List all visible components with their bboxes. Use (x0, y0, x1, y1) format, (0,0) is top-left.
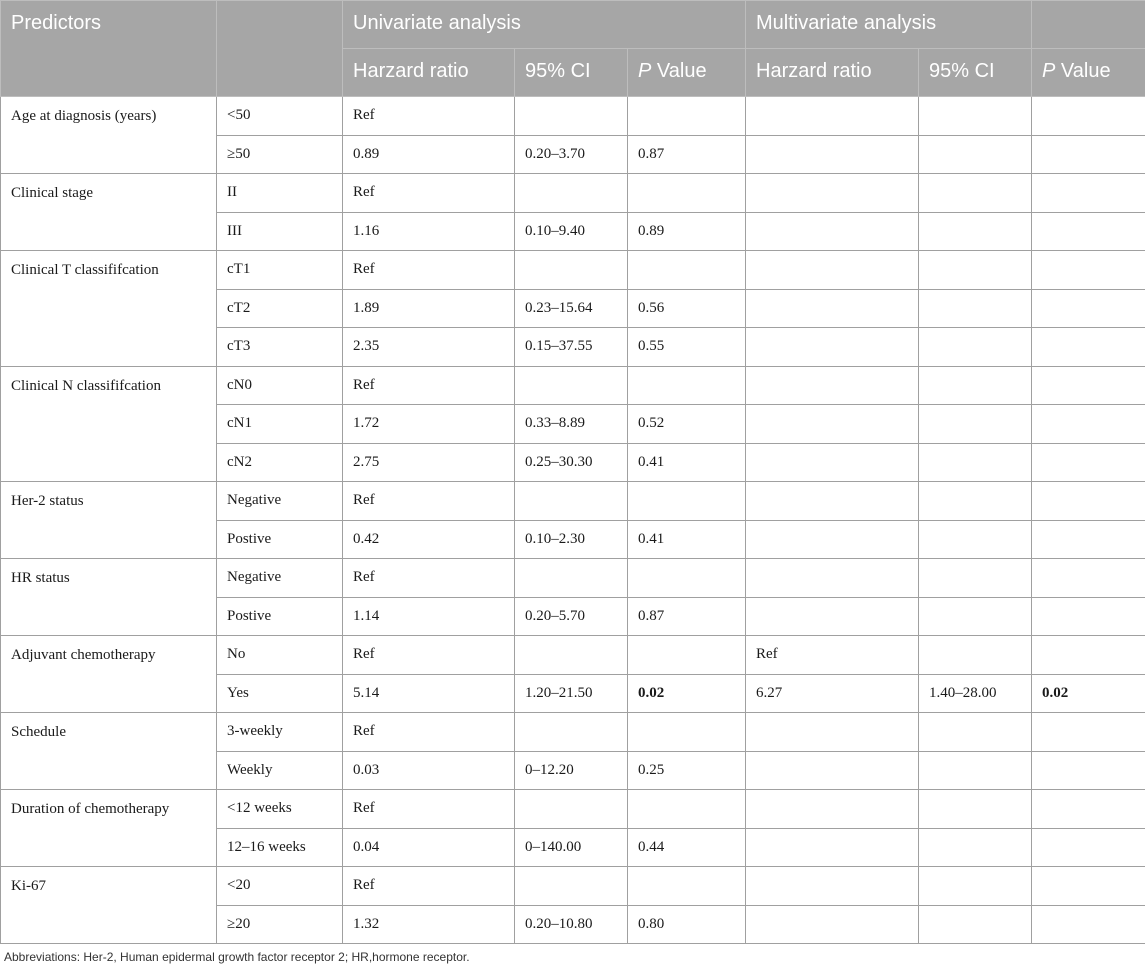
header-category (217, 1, 343, 97)
univariate-ci-cell: 0.20–3.70 (515, 135, 628, 174)
table-row (1, 482, 1145, 521)
multivariate-hr-cell (746, 790, 919, 829)
multivariate-hr-cell (746, 597, 919, 636)
multivariate-hr-cell (746, 905, 919, 944)
category-cell: Negative (217, 482, 343, 521)
univariate-ci-cell (515, 366, 628, 405)
category-cell: 3-weekly (217, 713, 343, 752)
category-cell: Weekly (217, 751, 343, 790)
category-cell: <50 (217, 97, 343, 136)
univariate-ci-cell: 0.23–15.64 (515, 289, 628, 328)
univariate-p-cell (628, 97, 746, 136)
univariate-p-cell (628, 366, 746, 405)
category-cell: cT1 (217, 251, 343, 290)
univariate-p-cell (628, 174, 746, 213)
multivariate-hr-cell (746, 212, 919, 251)
category-cell: Postive (217, 520, 343, 559)
univariate-p-cell: 0.25 (628, 751, 746, 790)
multivariate-ci-cell (919, 174, 1032, 213)
table-row (1, 713, 1145, 752)
multivariate-p-cell (1032, 405, 1145, 444)
predictor-label: Age at diagnosis (years) (1, 97, 217, 174)
multivariate-p-cell (1032, 97, 1145, 136)
multivariate-p-cell (1032, 828, 1145, 867)
univariate-ci-cell (515, 251, 628, 290)
univariate-p-cell: 0.41 (628, 520, 746, 559)
univariate-ci-cell (515, 97, 628, 136)
multivariate-ci-cell (919, 520, 1032, 559)
univariate-hr-cell: Ref (343, 636, 515, 675)
univariate-ci-cell: 0.15–37.55 (515, 328, 628, 367)
header-multivariate: Multivariate analysis (746, 1, 1032, 49)
univariate-ci-cell: 1.20–21.50 (515, 674, 628, 713)
category-cell: cN1 (217, 405, 343, 444)
univariate-ci-cell: 0.25–30.30 (515, 443, 628, 482)
multivariate-hr-cell (746, 97, 919, 136)
multivariate-hr-cell (746, 405, 919, 444)
multivariate-p-cell (1032, 751, 1145, 790)
multivariate-ci-cell (919, 636, 1032, 675)
univariate-ci-cell (515, 636, 628, 675)
value-label: Value (1055, 60, 1111, 82)
multivariate-p-cell (1032, 867, 1145, 906)
multivariate-hr-cell (746, 482, 919, 521)
multivariate-ci-cell (919, 212, 1032, 251)
multivariate-p-cell (1032, 520, 1145, 559)
univariate-hr-cell: Ref (343, 867, 515, 906)
multivariate-ci-cell (919, 751, 1032, 790)
header-blank (1032, 1, 1145, 49)
category-cell: III (217, 212, 343, 251)
predictor-label: Ki-67 (1, 867, 217, 944)
header-multivariate-hr: Harzard ratio (746, 49, 919, 97)
multivariate-p-cell (1032, 790, 1145, 829)
univariate-p-cell (628, 867, 746, 906)
univariate-p-cell (628, 251, 746, 290)
univariate-p-cell (628, 636, 746, 675)
multivariate-p-cell (1032, 713, 1145, 752)
table-row (1, 366, 1145, 405)
table-body (1, 97, 1145, 944)
univariate-hr-cell: Ref (343, 559, 515, 598)
univariate-p-cell: 0.89 (628, 212, 746, 251)
multivariate-p-cell (1032, 251, 1145, 290)
multivariate-hr-cell (746, 751, 919, 790)
table-row (1, 174, 1145, 213)
univariate-p-cell: 0.87 (628, 135, 746, 174)
univariate-p-cell: 0.44 (628, 828, 746, 867)
multivariate-hr-cell (746, 713, 919, 752)
table-header (1, 1, 1145, 97)
univariate-ci-cell (515, 559, 628, 598)
multivariate-ci-cell (919, 251, 1032, 290)
predictor-label: Her-2 status (1, 482, 217, 559)
univariate-ci-cell: 0.10–9.40 (515, 212, 628, 251)
multivariate-ci-cell (919, 443, 1032, 482)
multivariate-p-cell (1032, 559, 1145, 598)
table-row (1, 867, 1145, 906)
category-cell: cT3 (217, 328, 343, 367)
univariate-hr-cell: 0.03 (343, 751, 515, 790)
univariate-ci-cell (515, 713, 628, 752)
univariate-hr-cell: Ref (343, 713, 515, 752)
table-row (1, 636, 1145, 675)
univariate-hr-cell: Ref (343, 174, 515, 213)
multivariate-hr-cell (746, 366, 919, 405)
multivariate-p-cell (1032, 636, 1145, 675)
univariate-hr-cell: 0.04 (343, 828, 515, 867)
category-cell: ≥20 (217, 905, 343, 944)
category-cell: ≥50 (217, 135, 343, 174)
header-univariate-p (628, 49, 746, 97)
multivariate-ci-cell (919, 97, 1032, 136)
category-cell: Postive (217, 597, 343, 636)
univariate-ci-cell: 0.20–10.80 (515, 905, 628, 944)
multivariate-p-cell (1032, 597, 1145, 636)
predictor-label: Clinical stage (1, 174, 217, 251)
multivariate-hr-cell (746, 135, 919, 174)
table-row (1, 251, 1145, 290)
multivariate-hr-cell (746, 559, 919, 598)
univariate-hr-cell: 1.16 (343, 212, 515, 251)
header-univariate-hr: Harzard ratio (343, 49, 515, 97)
footnote: Abbreviations: Her-2, Human epidermal growth factor receptor 2; HR,hormone receptor. (4, 950, 470, 964)
multivariate-ci-cell (919, 135, 1032, 174)
multivariate-hr-cell (746, 443, 919, 482)
multivariate-p-cell (1032, 289, 1145, 328)
univariate-hr-cell: 0.89 (343, 135, 515, 174)
multivariate-p-cell: 0.02 (1032, 674, 1145, 713)
univariate-hr-cell: 0.42 (343, 520, 515, 559)
predictor-label: Adjuvant chemotherapy (1, 636, 217, 713)
univariate-p-cell: 0.87 (628, 597, 746, 636)
univariate-hr-cell: 1.89 (343, 289, 515, 328)
univariate-p-cell: 0.52 (628, 405, 746, 444)
multivariate-p-cell (1032, 212, 1145, 251)
category-cell: II (217, 174, 343, 213)
predictor-label: Clinical N classififcation (1, 366, 217, 482)
univariate-hr-cell: Ref (343, 482, 515, 521)
multivariate-hr-cell (746, 289, 919, 328)
multivariate-ci-cell (919, 482, 1032, 521)
multivariate-ci-cell (919, 289, 1032, 328)
predictor-label: Schedule (1, 713, 217, 790)
p-label: P (638, 60, 652, 82)
p-label: P (1042, 60, 1056, 82)
multivariate-p-cell (1032, 443, 1145, 482)
univariate-ci-cell: 0.20–5.70 (515, 597, 628, 636)
multivariate-p-cell (1032, 135, 1145, 174)
multivariate-ci-cell (919, 905, 1032, 944)
multivariate-hr-cell (746, 867, 919, 906)
univariate-ci-cell: 0–140.00 (515, 828, 628, 867)
univariate-p-cell (628, 713, 746, 752)
multivariate-ci-cell (919, 790, 1032, 829)
predictor-label: Duration of chemotherapy (1, 790, 217, 867)
multivariate-hr-cell: 6.27 (746, 674, 919, 713)
category-cell: Yes (217, 674, 343, 713)
univariate-p-cell (628, 559, 746, 598)
univariate-p-cell: 0.56 (628, 289, 746, 328)
category-cell: Negative (217, 559, 343, 598)
univariate-ci-cell (515, 867, 628, 906)
table-row (1, 790, 1145, 829)
multivariate-hr-cell (746, 251, 919, 290)
univariate-p-cell: 0.80 (628, 905, 746, 944)
category-cell: No (217, 636, 343, 675)
multivariate-hr-cell (746, 828, 919, 867)
header-univariate-ci: 95% CI (515, 49, 628, 97)
univariate-hr-cell: 2.75 (343, 443, 515, 482)
univariate-ci-cell (515, 482, 628, 521)
category-cell: <12 weeks (217, 790, 343, 829)
univariate-hr-cell: Ref (343, 790, 515, 829)
header-multivariate-p (1032, 49, 1145, 97)
univariate-hr-cell: 2.35 (343, 328, 515, 367)
univariate-p-cell: 0.02 (628, 674, 746, 713)
univariate-p-cell: 0.41 (628, 443, 746, 482)
multivariate-ci-cell (919, 713, 1032, 752)
category-cell: <20 (217, 867, 343, 906)
multivariate-p-cell (1032, 366, 1145, 405)
table-row (1, 559, 1145, 598)
predictor-label: HR status (1, 559, 217, 636)
univariate-ci-cell (515, 174, 628, 213)
univariate-hr-cell: 5.14 (343, 674, 515, 713)
multivariate-ci-cell (919, 366, 1032, 405)
multivariate-ci-cell (919, 828, 1032, 867)
category-cell: cT2 (217, 289, 343, 328)
multivariate-p-cell (1032, 905, 1145, 944)
predictor-label: Clinical T classififcation (1, 251, 217, 367)
multivariate-p-cell (1032, 174, 1145, 213)
univariate-ci-cell: 0–12.20 (515, 751, 628, 790)
multivariate-ci-cell (919, 328, 1032, 367)
univariate-hr-cell: 1.32 (343, 905, 515, 944)
multivariate-p-cell (1032, 482, 1145, 521)
table-row (1, 97, 1145, 136)
multivariate-hr-cell (746, 328, 919, 367)
multivariate-ci-cell (919, 597, 1032, 636)
header-predictors: Predictors (1, 1, 217, 97)
univariate-p-cell (628, 482, 746, 521)
univariate-p-cell (628, 790, 746, 829)
header-univariate: Univariate analysis (343, 1, 746, 49)
multivariate-ci-cell: 1.40–28.00 (919, 674, 1032, 713)
category-cell: cN2 (217, 443, 343, 482)
multivariate-hr-cell: Ref (746, 636, 919, 675)
multivariate-hr-cell (746, 520, 919, 559)
univariate-ci-cell: 0.10–2.30 (515, 520, 628, 559)
univariate-hr-cell: Ref (343, 97, 515, 136)
category-cell: cN0 (217, 366, 343, 405)
univariate-hr-cell: 1.72 (343, 405, 515, 444)
multivariate-hr-cell (746, 174, 919, 213)
univariate-ci-cell: 0.33–8.89 (515, 405, 628, 444)
value-label: Value (651, 60, 707, 82)
multivariate-p-cell (1032, 328, 1145, 367)
univariate-p-cell: 0.55 (628, 328, 746, 367)
univariate-hr-cell: 1.14 (343, 597, 515, 636)
multivariate-ci-cell (919, 559, 1032, 598)
header-multivariate-ci: 95% CI (919, 49, 1032, 97)
univariate-ci-cell (515, 790, 628, 829)
multivariate-ci-cell (919, 405, 1032, 444)
univariate-hr-cell: Ref (343, 366, 515, 405)
category-cell: 12–16 weeks (217, 828, 343, 867)
univariate-hr-cell: Ref (343, 251, 515, 290)
multivariate-ci-cell (919, 867, 1032, 906)
